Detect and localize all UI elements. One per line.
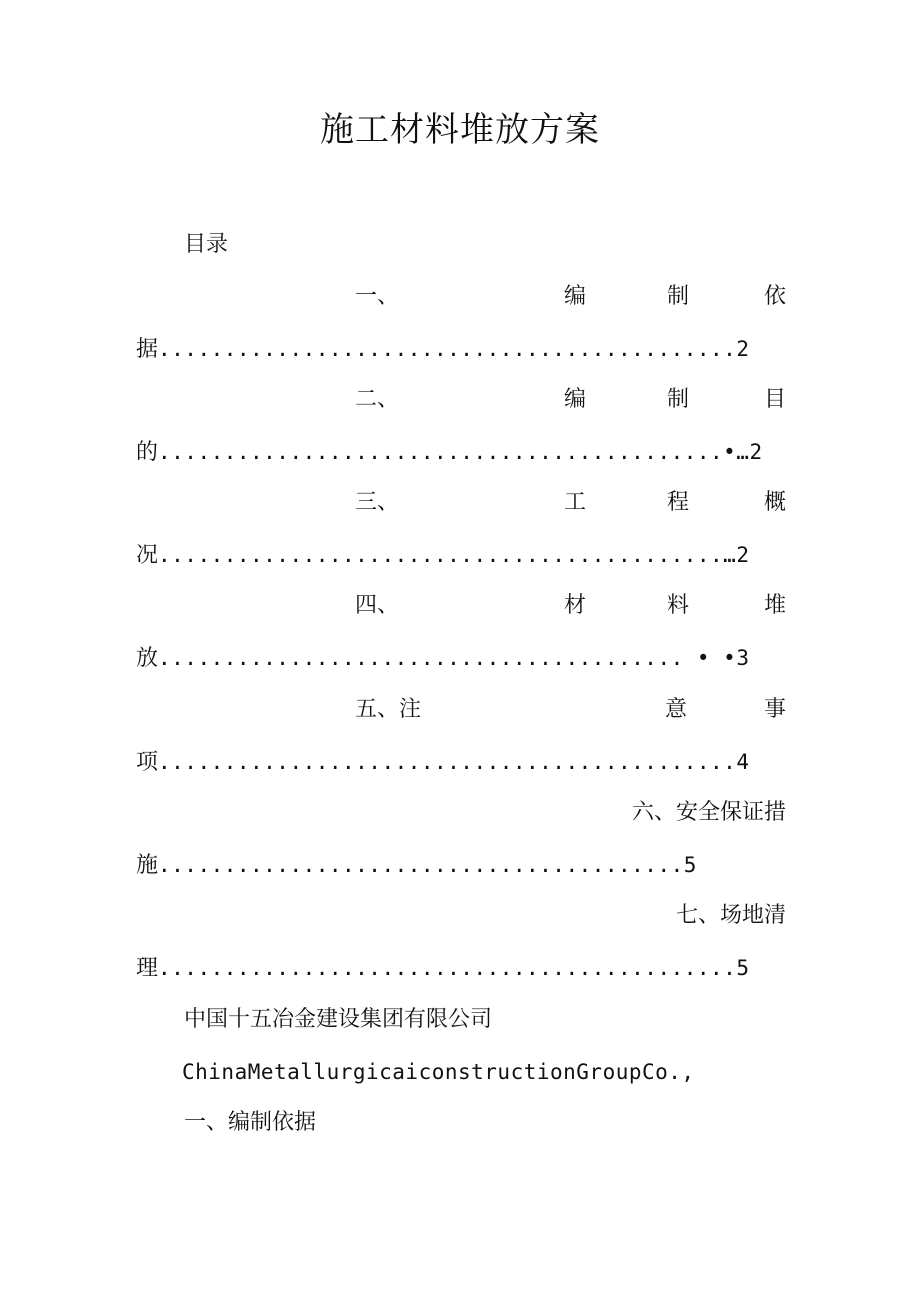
toc-7-page: 5 [736, 956, 750, 980]
company-name-cn: 中国十五冶金建设集团有限公司 [184, 1007, 493, 1032]
toc-2-continuation [136, 438, 763, 467]
toc-1-word-4: 依 [764, 284, 787, 309]
toc-3-leader: ...........................................… [158, 543, 737, 567]
toc-2-word-4: 目 [764, 387, 787, 412]
toc-2-word-1: 二、 [355, 387, 400, 412]
toc-3-continuation [136, 541, 749, 570]
toc-3-word-2: 工 [564, 490, 587, 515]
toc-3-word-1: 三、 [355, 490, 400, 515]
toc-3-word-3: 程 [667, 490, 690, 515]
toc-5-leader: ............................................ [158, 750, 737, 774]
toc-3-page: 2 [736, 543, 750, 567]
toc-2-cont-text: 的 [136, 440, 159, 465]
section-1-heading: 一、编制依据 [184, 1110, 317, 1135]
toc-1-word-1: 一、 [355, 284, 400, 309]
toc-5-continuation [136, 748, 749, 777]
toc-5-cont-text: 项 [136, 750, 159, 775]
toc-4-word-2: 材 [564, 593, 587, 618]
toc-6-word-1: 六、安全保证措 [631, 800, 786, 825]
toc-6-leader: ........................................ [158, 853, 684, 877]
toc-6-cont-text: 施 [136, 853, 159, 878]
toc-4-page: 3 [736, 646, 750, 670]
toc-4-leader: ........................................ • • [158, 646, 737, 670]
toc-4-cont-text: 放 [136, 646, 159, 671]
toc-7-word-1: 七、场地清 [675, 903, 786, 928]
toc-5-word-2: 意 [665, 697, 688, 722]
toc-5-word-1: 五、注 [355, 697, 422, 722]
toc-5-page: 4 [736, 750, 750, 774]
toc-6-page: 5 [683, 853, 697, 877]
toc-4-word-1: 四、 [355, 593, 400, 618]
company-name-en: ChinaMetallurgicaiconstructionGroupCo., [182, 1060, 695, 1084]
toc-4-word-4: 堆 [764, 593, 787, 618]
toc-5-word-3: 事 [764, 697, 787, 722]
toc-7-leader: ............................................ [158, 956, 737, 980]
toc-1-leader: ............................................ [158, 337, 737, 361]
toc-1-cont-text: 据 [136, 337, 159, 362]
toc-4-word-3: 料 [667, 593, 690, 618]
toc-1-word-2: 编 [564, 284, 587, 309]
toc-3-cont-text: 况 [136, 543, 159, 568]
toc-1-word-3: 制 [667, 284, 690, 309]
toc-1-page: 2 [736, 337, 750, 361]
toc-2-page: 2 [749, 440, 763, 464]
document-title: 施工材料堆放方案 [320, 110, 600, 150]
toc-1-continuation [136, 335, 749, 364]
toc-2-word-2: 编 [564, 387, 587, 412]
toc-4-continuation [136, 644, 749, 673]
toc-2-leader: ...........................................•… [158, 440, 750, 464]
toc-7-cont-text: 理 [136, 956, 159, 981]
toc-7-continuation [136, 954, 749, 983]
toc-heading: 目录 [184, 232, 229, 257]
toc-6-continuation [136, 851, 697, 880]
toc-2-word-3: 制 [667, 387, 690, 412]
toc-3-word-4: 概 [764, 490, 787, 515]
